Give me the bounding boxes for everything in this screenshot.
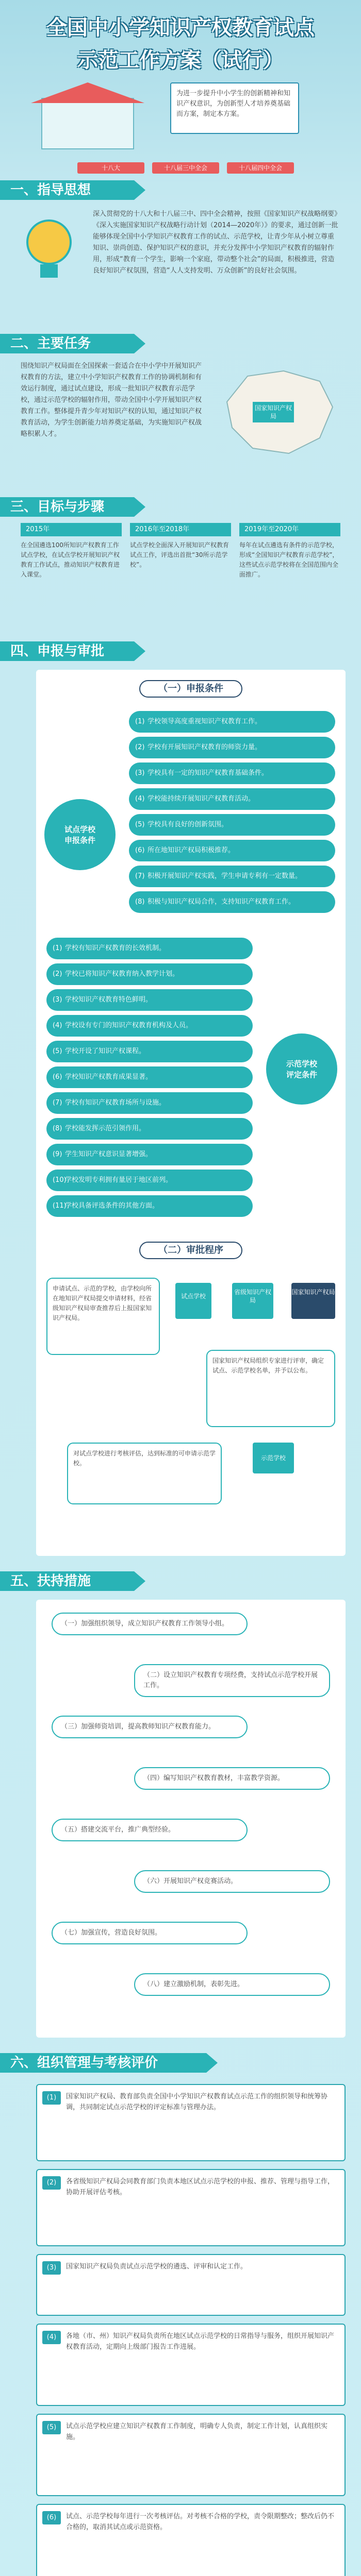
goal-3-text: 每年在试点遴选有条件的示范学校，形成“全国知识产权教育示范学校”，这些试点示范学校将在全国范围内全面推广。 (239, 541, 339, 578)
goal-2-year: 2016年至2018年 (130, 523, 231, 536)
right-cond-2: (2) 学校已将知识产权教育纳入教学计划。 (46, 963, 253, 985)
org-item-2: (2) 各省级知识产权局会同教育部门负责本地区试点示范学校的申报、推荐、管理与指导工作，协助开展评估考核。 (36, 2169, 346, 2246)
section-support: 五、扶持措施 (0, 1571, 134, 1591)
proc-node-a: 试点学校 (175, 1283, 211, 1319)
org-item-3: (3) 国家知识产权局负责试点示范学校的遴选、评审和认定工作。 (36, 2254, 346, 2316)
banner-2: 十八届三中全会 (152, 162, 219, 174)
goal-2-text: 试点学校全面深入开展知识产权教育试点工作，评选出首批“30所示范学校”。 (130, 541, 229, 568)
right-cond-11: (11) 学校具备评选条件的其他方面。 (46, 1195, 253, 1217)
support-7: （七）加强宣传，营造良好氛围。 (52, 1922, 248, 1944)
apply-panel (36, 670, 346, 1556)
proc-step-1 (46, 1278, 160, 1355)
goal-3-year: 2019年至2020年 (239, 523, 340, 536)
tasks-block (21, 361, 340, 484)
support-1: （一）加强组织领导，成立知识产权教育工作领导小组。 (52, 1613, 248, 1635)
tasks-text: 围绕知识产权局面在全国探索一套适合在中小学中开展知识产权教育的方法，建立中小学知识产权教育工作的协调机制和有效运行制度，通过试点建设，形成一批知识产权教育示范学校，通过示范学校的辐射作用，带动全国中小学开展知识产权教育工作。整体提升青少年对知识产权的认知，通过知识产权教育活动，为学生创新能力培养奠定基础，为实施知识产权战略积累人才。 (21, 362, 202, 438)
proc-node-c: 国家知识产权局 (291, 1283, 335, 1319)
hub-right (263, 1030, 340, 1108)
right-cond-1: (1) 学校有知识产权教育的长效机制。 (46, 938, 253, 959)
right-cond-7: (7) 学校有知识产权教育场所与设施。 (46, 1092, 253, 1114)
right-cond-5: (5) 学校开设了知识产权课程。 (46, 1041, 253, 1062)
left-cond-3: (3) 学校具有一定的知识产权教育基础条件。 (129, 762, 335, 784)
left-cond-4: (4) 学校能持续开展知识产权教育活动。 (129, 788, 335, 810)
section-goals: 三、目标与步骤 (0, 497, 134, 517)
right-cond-10: (10) 学校发明专利拥有量居于地区前列。 (46, 1170, 253, 1191)
bulb-icon (21, 214, 77, 291)
right-cond-3: (3) 学校知识产权教育特色鲜明。 (46, 989, 253, 1011)
right-cond-6: (6) 学校知识产权教育成果显著。 (46, 1066, 253, 1088)
support-8: （八）建立激励机制，表彰先进。 (134, 1973, 330, 1996)
procedure-diagram (36, 1273, 346, 1540)
org-item-4: (4) 各地（市、州）知识产权局负责所在地区试点示范学校的日常指导与服务，组织开展知识产权教育活动，定期向上级部门报告工作进展。 (36, 2324, 346, 2406)
proc-step-1-text: 申请试点、示范的学校，由学校向所在地知识产权局提交申请材料，经省级知识产权局审查推荐后上报国家知识产权局。 (53, 1285, 152, 1321)
org-item-5: (5) 试点示范学校应建立知识产权教育工作制度，明确专人负责，制定工作计划，认真组织实施。 (36, 2414, 346, 2496)
org-item-1: (1) 国家知识产权局、教育部负责全国中小学知识产权教育试点示范工作的组织领导和统筹协调，共同制定试点示范学校的评定标准与管理办法。 (36, 2084, 346, 2161)
section-organization: 六、组织管理与考核评价 (0, 2053, 206, 2073)
header (0, 0, 361, 201)
left-cond-2: (2) 学校有开展知识产权教育的师资力量。 (129, 737, 335, 758)
hub-left-text: 试点学校 申报条件 (64, 825, 95, 845)
proc-step-2 (206, 1350, 335, 1427)
banner-1: 十八大 (77, 162, 144, 174)
hub-left (41, 796, 119, 873)
support-5: （五）搭建交流平台，推广典型经验。 (52, 1819, 248, 1841)
china-map (217, 361, 340, 464)
goal-1-text: 在全国遴选100所知识产权教育工作试点学校，在试点学校开展知识产权教育工作试点，推动知识产权教育进入课堂。 (21, 541, 120, 578)
map-label: 国家知识产权局 (253, 402, 294, 422)
support-panel (36, 1600, 346, 2038)
guiding-block (21, 209, 340, 317)
goals-block (21, 523, 340, 626)
hub-right-text: 示范学校 评定条件 (286, 1059, 317, 1079)
proc-node-b: 省级知识产权局 (232, 1283, 273, 1319)
right-cond-4: (4) 学校设有专门的知识产权教育机构及人员。 (46, 1015, 253, 1037)
left-cond-7: (7) 积极开展知识产权实践，学生申请专利有一定数量。 (129, 866, 335, 887)
left-cond-1: (1) 学校领导高度重视知识产权教育工作。 (129, 711, 335, 733)
support-6: （六）开展知识产权竞赛活动。 (134, 1870, 330, 1893)
left-cond-6: (6) 所在地知识产权局积极推荐。 (129, 840, 335, 861)
goal-3 (239, 523, 340, 580)
title-line2: 示范工作方案（试行） (77, 48, 284, 72)
proc-step-2-text: 国家知识产权局组织专家进行评审，确定试点、示范学校名单，并予以公布。 (212, 1357, 324, 1374)
intro-text: 为进一步提升中小学生的创新精神和知识产权意识，为创新型人才培养奠基础而方案，制定本方案。 (176, 90, 291, 118)
apply-header-2: （二）审批程序 (139, 1242, 242, 1259)
left-cond-8: (8) 积极与知识产权局合作，支持知识产权教育工作。 (129, 891, 335, 913)
support-2: （二）设立知识产权教育专项经费，支持试点示范学校开展工作。 (134, 1664, 330, 1697)
goal-1 (21, 523, 122, 580)
support-4: （四）编写知识产权教育教材，丰富教学资源。 (134, 1767, 330, 1790)
page-title (21, 11, 340, 73)
proc-step-3-text: 对试点学校进行考核评估，达到标准的可申请示范学校。 (73, 1450, 216, 1467)
banner-3: 十八届四中全会 (227, 162, 294, 174)
support-3: （三）加强师资培训，提高教师知识产权教育能力。 (52, 1716, 248, 1738)
proc-step-3 (67, 1443, 222, 1504)
building-illustration (31, 77, 155, 155)
section-apply: 四、申报与审批 (0, 641, 134, 661)
proc-node-d: 示范学校 (253, 1443, 294, 1473)
apply-header-1: （一）申报条件 (139, 680, 242, 698)
right-cond-8: (8) 学校能发挥示范引领作用。 (46, 1118, 253, 1140)
banner-ribbons (0, 157, 361, 178)
goal-2 (130, 523, 231, 570)
goal-1-year: 2015年 (21, 523, 122, 536)
section-guiding: 一、指导思想 (0, 180, 134, 200)
section-tasks: 二、主要任务 (0, 334, 134, 353)
org-item-6: (6) 试点、示范学校每年进行一次考核评估。对考核不合格的学校，责令限期整改；整改后仍不合格的，取消其试点或示范资格。 (36, 2504, 346, 2576)
left-cond-5: (5) 学校具有良好的创新氛围。 (129, 814, 335, 836)
right-cond-9: (9) 学生知识产权意识显著增强。 (46, 1144, 253, 1165)
title-line1: 全国中小学知识产权教育试点 (46, 16, 315, 40)
guiding-text: 深入贯彻党的十八大和十八届三中、四中全会精神，按照《国家知识产权战略纲要》《深入实施国家知识产权战略行动计划（2014—2020年）》的要求，通过创新一批能够体现全国中小学知识产权教育工作的试点、示范学校，让青少年从小树立尊重知识、崇尚创造、保护知识产权的意识，并充分发挥中小学知识产权教育的辐射作用，形成“教育一个学生，影响一个家庭，带动整个社会”的局面，积极推进，营造良好知识产权氛围，营造“人人支持发明、万众创新”的良好社会氛围。 (93, 210, 338, 275)
intro-note (170, 82, 299, 134)
